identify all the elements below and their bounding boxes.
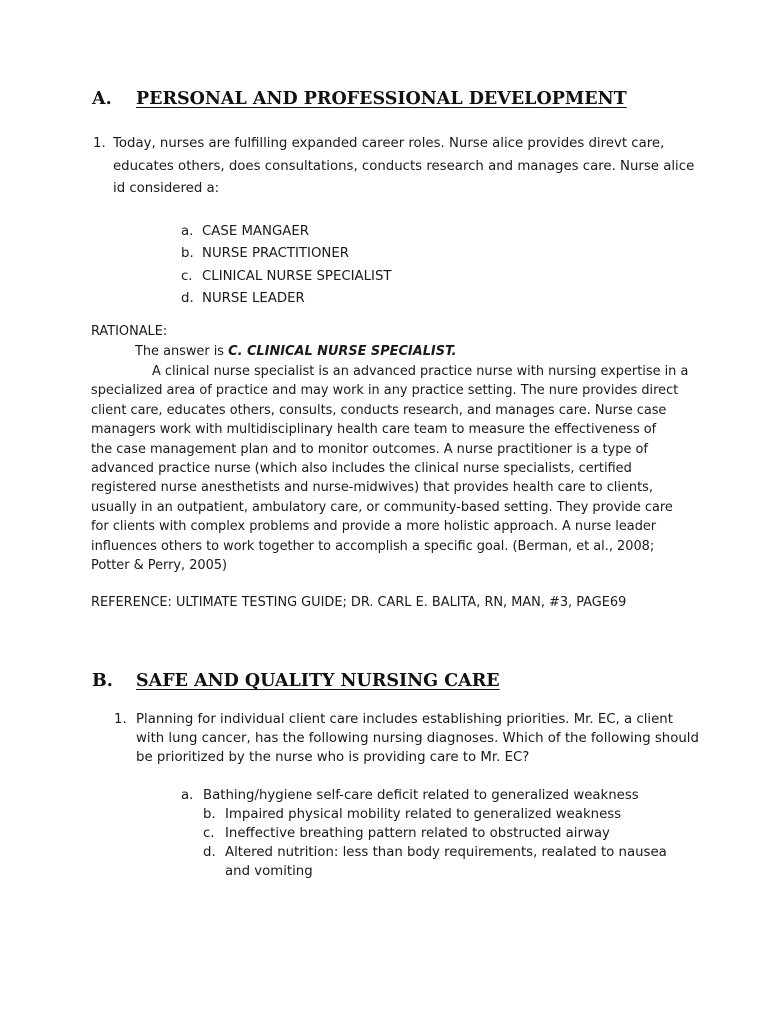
question-line: with lung cancer, has the following nursing diagnoses. Which of the following should [136,731,699,746]
choice-label: d. [203,845,216,860]
section-a-heading [92,89,627,109]
rationale-line: A clinical nurse specialist is an advanced practice nurse with nursing expertise in a [152,364,689,379]
choice-text: Impaired physical mobility related to generalized weakness [225,807,622,822]
choice-text: Altered nutrition: less than body requirements, realated to nausea [225,845,667,860]
question-line: id considered a: [113,181,220,196]
question-line: Planning for individual client care includes establishing priorities. Mr. EC, a client [136,712,673,727]
section-a-title: PERSONAL AND PROFESSIONAL DEVELOPMENT [136,89,627,109]
rationale-line: for clients with complex problems and provide a more holistic approach. A nurse leader [91,519,657,535]
rationale-line: influences others to work together to accomplish a specific goal. (Berman, et al., 2008; [91,538,655,554]
reference-line: REFERENCE: ULTIMATE TESTING GUIDE; DR. CARL E. BALITA, RN, MAN, #3, PAGE69 [91,595,627,610]
section-b-question-text [136,710,699,767]
choice-item [181,266,392,288]
answer-text: C. CLINICAL NURSE SPECIALIST. [228,344,457,359]
section-a-question-number: 1. [93,136,106,151]
section-b-choice-d [203,843,667,862]
rationale-line: registered nurse anesthetists and nurse-midwives) that provides health care to clients, [91,480,653,496]
choice-text: CASE MANGAER [202,224,310,239]
rationale-paragraph [91,362,688,575]
rationale-line: advanced practice nurse (which also includes the clinical nurse specialists, certified [91,461,632,477]
choice-label: d. [181,290,194,306]
choice-label: b. [181,246,194,262]
question-line: be prioritized by the nurse who is providing care to Mr. EC? [136,750,530,765]
choice-label: c. [181,268,193,284]
section-b-choice-d-continuation: and vomiting [225,864,313,879]
rationale-line: managers work with multidisciplinary health care team to measure the effectiveness of [91,422,657,438]
answer-prefix: The answer is [135,344,229,359]
section-a-choices [181,221,392,310]
choice-item [181,221,392,243]
rationale-line: specialized area of practice and may work in any practice setting. The nure provides direct [91,383,679,399]
section-b-letter: B. [92,671,113,691]
section-a-letter: A. [92,89,112,109]
choice-text: NURSE LEADER [202,290,305,306]
section-b-choice-a [181,786,639,805]
section-b-heading [92,671,500,691]
question-line: educates others, does consultations, conducts research and manages care. Nurse alice [113,158,695,174]
answer-line [135,342,457,361]
choice-label: a. [181,224,194,239]
choice-label: b. [203,807,216,822]
choice-label: c. [203,826,215,841]
choice-text: Ineffective breathing pattern related to obstructed airway [225,826,610,841]
section-b-choice-c [203,824,610,843]
choice-label: a. [181,788,194,803]
rationale-line: usually in an outpatient, ambulatory care, or community-based setting. They provide care [91,499,673,515]
rationale-line: Potter & Perry, 2005) [91,558,228,574]
rationale-line: the case management plan and to monitor outcomes. A nurse practitioner is a type of [91,441,648,457]
choice-text: CLINICAL NURSE SPECIALIST [202,268,392,284]
question-line: Today, nurses are fulfilling expanded career roles. Nurse alice provides direvt care, [113,136,665,151]
rationale-line: client care, educates others, consults, conducts research, and manages care. Nurse case [91,402,667,418]
rationale-label: RATIONALE: [91,324,168,339]
section-b-choice-b [203,805,621,824]
choice-item [181,288,392,310]
section-b-title: SAFE AND QUALITY NURSING CARE [136,671,500,691]
choice-item [181,243,392,265]
section-a-question-text [113,133,694,201]
choice-text: NURSE PRACTITIONER [202,246,349,262]
section-b-question-number: 1. [114,712,127,727]
choice-text: Bathing/hygiene self-care deficit related to generalized weakness [203,788,639,803]
